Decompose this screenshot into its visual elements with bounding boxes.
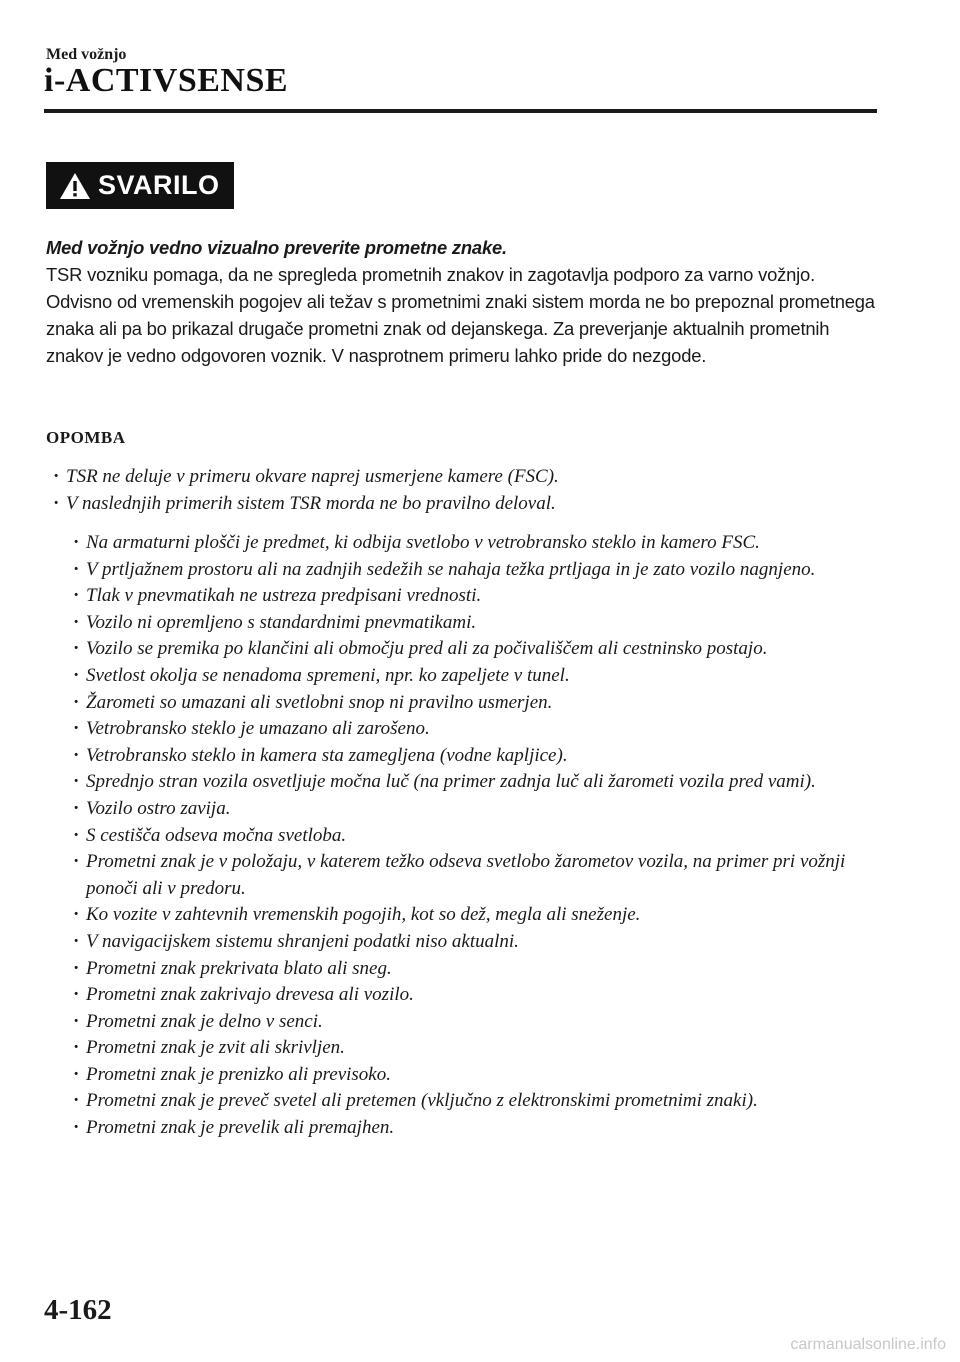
list-item: · V navigacijskem sistemu shranjeni podatki niso aktualni. [0,929,876,956]
list-item: · Prometni znak je prevelik ali premajhen. [0,1115,876,1142]
list-item: · Tlak v pnevmatikah ne ustreza predpisani vrednosti. [0,583,876,610]
note-list [0,464,960,517]
list-item: · Svetlost okolja se nenadoma spremeni, npr. ko zapeljete v tunel. [0,663,876,690]
list-item: · Prometni znak je prenizko ali previsoko. [0,1062,876,1089]
list-item: · Prometni znak je v položaju, v katerem težko odseva svetlobo žarometov vozila, na primer pri vožnji ponoči ali v predoru. [0,849,876,902]
header-rule [44,109,877,113]
list-item: · Prometni znak prekrivata blato ali sneg. [0,956,876,983]
list-item: · Vozilo ni opremljeno s standardnimi pnevmatikami. [0,610,876,637]
list-item: · Vetrobransko steklo je umazano ali zarošeno. [0,716,876,743]
page-number: 4-162 [44,1294,112,1326]
list-item: · Sprednjo stran vozila osvetljuje močna luč (na primer zadnja luč ali žarometi vozila pred vami). [0,769,876,796]
list-item: · Prometni znak je delno v senci. [0,1009,876,1036]
list-item: · Vozilo se premika po klančini ali območju pred ali za počivališčem ali cestninsko postajo. [0,636,876,663]
list-item: · S cestišča odseva močna svetloba. [0,823,876,850]
list-item: · Vetrobransko steklo in kamera sta zamegljena (vodne kapljice). [0,743,876,770]
warning-label: SVARILO [98,170,220,200]
warning-badge [46,162,234,209]
list-item: · Ko vozite v zahtevnih vremenskih pogojih, kot so dež, megla ali sneženje. [0,902,876,929]
list-item: · V naslednjih primerih sistem TSR morda ne bo pravilno deloval. [0,491,866,518]
section-label: Med vožnjo [46,46,127,63]
list-item: · Žarometi so umazani ali svetlobni snop ni pravilno usmerjen. [0,690,876,717]
warning-triangle-icon [58,171,92,201]
warning-text [46,234,876,369]
list-item: · Na armaturni plošči je predmet, ki odbija svetlobo v vetrobransko steklo in kamero FSC. [0,530,876,557]
warning-lead: Med vožnjo vedno vizualno preverite prometne znake. [46,237,507,258]
note-title: OPOMBA [46,428,126,447]
list-item: · Prometni znak je preveč svetel ali pretemen (vključno z elektronskimi prometnimi znaki). [0,1088,876,1115]
list-item: · Prometni znak zakrivajo drevesa ali vozilo. [0,982,876,1009]
list-item: · Vozilo ostro zavija. [0,796,876,823]
note-sublist [0,530,960,1142]
warning-body: TSR vozniku pomaga, da ne spregleda prometnih znakov in zagotavlja podporo za varno vožnjo. Odvisno od vremenskih pogojev ali težav s prometnimi znaki sistem morda ne bo prepoznal prometnega znaka ali pa bo prikazal drugače prometni znak od dejanskega. Za preverjanje aktualnih prometnih znakov je vedno odgovoren voznik. V nasprotnem primeru lahko pride do nezgode. [46,264,875,366]
watermark: carmanualsonline.info [790,1336,946,1353]
list-item: · Prometni znak je zvit ali skrivljen. [0,1035,876,1062]
chapter-title: i-ACTIVSENSE [44,62,289,99]
list-item: · TSR ne deluje v primeru okvare naprej usmerjene kamere (FSC). [0,464,866,491]
list-item: · V prtljažnem prostoru ali na zadnjih sedežih se nahaja težka prtljaga in je zato vozilo nagnjeno. [0,557,876,584]
